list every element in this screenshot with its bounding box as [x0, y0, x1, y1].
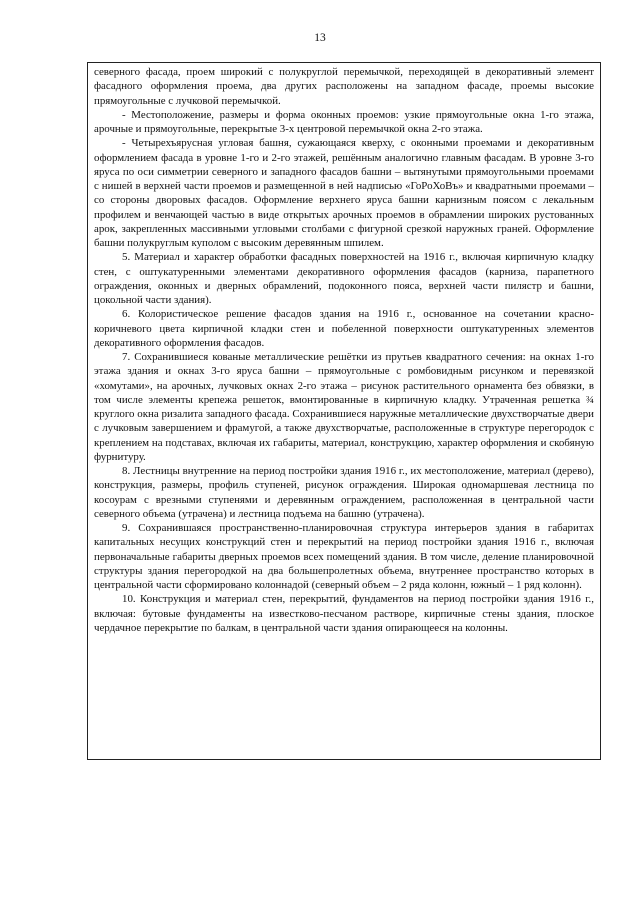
paragraph-item-6-coloristic: 6. Колористическое решение фасадов здания на 1916 г., основанное на сочетании красно-коричневого цвета кирпичной кладки стен и побеленной поверхности оштукатуренных элементов декоративного оформления фасадов.	[94, 308, 594, 349]
paragraph-item-9-planning-structure: 9. Сохранившаяся пространственно-планировочная структура интерьеров здания в габаритах капитальных несущих конструкций стен и перекрытий на период постройки здания 1916 г., включая первоначальные габариты дверных проемов всех помещений здания. В том числе, деление планировочной структуры здания перегородкой на два большепролетных объема, внутреннее пространство которых в центральной части сформировано колоннадой (северный объем – 2 ряда колонн, южный – 1 ряд колонн).	[94, 522, 594, 591]
paragraph-item-10-construction: 10. Конструкция и материал стен, перекрытий, фундаментов на период постройки здания 1916 г., включая: бутовые фундаменты на известково-песчаном растворе, кирпичные стены здания, плоское чердачное перекрытие по балкам, в центральной части здания опирающееся на колонны.	[94, 593, 594, 634]
paragraph-corner-tower: - Четырехъярусная угловая башня, сужающаяся кверху, с оконными проемами и декоративным оформлением фасада в уровне 1-го и 2-го этажей, решённым аналогично главным фасадам. В уровне 3-го яруса по оси симметрии северного и западного фасадов башни – вытянутыми прямоугольными проемами с нишей в верхней части проемов и размещенной в ней надписью «ГоРоХоВъ» и квадратными проемами – со стороны дворовых фасадов. Оформление верхнего яруса башни карнизным поясом с лекальным профилем и венчающей частью в виде открытых арочных проемов в обрамлении широких рустованных арок, закрепленных массивными угловыми столбами с фигурной срезкой наружных граней. Оформление башни полукруглым куполом с высоким деревянным шпилем.	[94, 137, 594, 249]
paragraph-continuation: северного фасада, проем широкий с полукруглой перемычкой, переходящей в декоративный элемент фасадного оформления проема, два других расположены на западном фасаде, проемы высокие прямоугольные с лучковой перемычкой.	[94, 66, 594, 107]
paragraph-item-5-facade-material: 5. Материал и характер обработки фасадных поверхностей на 1916 г., включая кирпичную кладку стен, с оштукатуренными элементами декоративного оформления фасадов (карниза, парапетного ограждения, оконных и дверных обрамлений, подоконного пояса, верхней части пилястр и башни, цокольной части здания).	[94, 251, 594, 306]
content-frame	[87, 62, 601, 760]
page-number: 13	[314, 32, 326, 44]
paragraph-item-8-staircases: 8. Лестницы внутренние на период постройки здания 1916 г., их местоположение, материал (дерево), конструкция, размеры, профиль ступеней, рисунок ограждения. Широкая одномаршевая лестница по косоурам с врезными ступенями и деревянным ограждением, расположенная в центральной части северного объема (утрачена) и лестница подъема на башню (утрачена).	[94, 465, 594, 520]
paragraph-item-7-metal-grilles: 7. Сохранившиеся кованые металлические решётки из прутьев квадратного сечения: на окнах 1-го этажа здания и окнах 3-го яруса башни – прямоугольные с ромбовидным рисунком и перевязкой «хомутами», на арочных, лучковых окнах 2-го этажа – рисунок растительного орнамента без обвязки, в том числе элементы крепежа решеток, вмонтированные в кирпичную кладку. Утраченная решетка ¾ круглого окна ризалита западного фасада. Сохранившиеся наружные металлические двухстворчатые двери с лучковым завершением и фрамугой, а также двухстворчатые, расположенные в структуре перегородок с креплением на подставах, включая их габариты, материал, конструкцию, характер оформления и скобяную фурнитуру.	[94, 351, 594, 463]
paragraph-window-openings: - Местоположение, размеры и форма оконных проемов: узкие прямоугольные окна 1-го этажа, арочные и прямоугольные, перекрытые 3-х центровой перемычкой окна 2-го этажа.	[94, 108, 594, 135]
